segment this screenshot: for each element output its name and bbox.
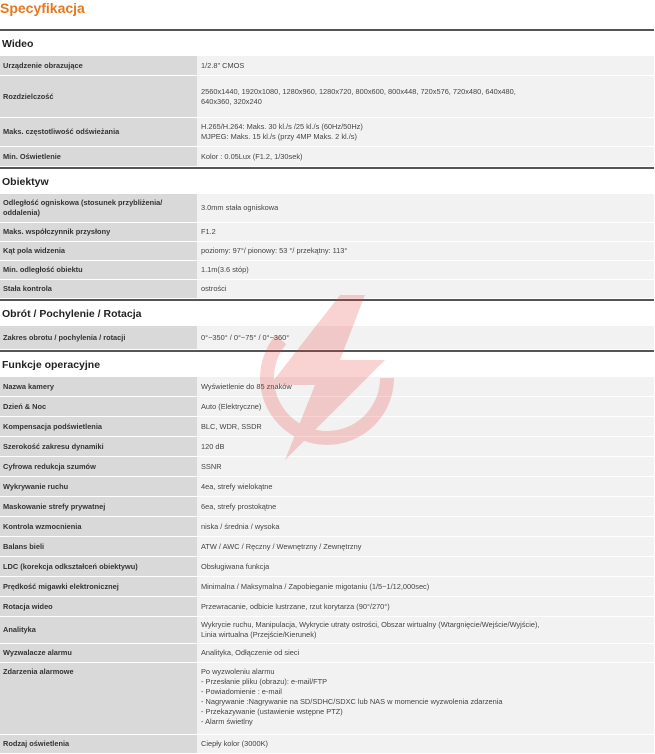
spec-row [0,417,654,437]
spec-label-line: Wykrywanie ruchu [3,481,69,491]
spec-label [0,280,197,298]
spec-value [197,56,654,75]
spec-label [0,223,197,241]
spec-value-line: - Nagrywanie :Nagrywanie na SD/SDHC/SDXC lub NAS w momencie wyzwolenia zdarzenia [201,697,503,706]
spec-value [197,326,654,349]
spec-value-line: 4ea, strefy wielokątne [201,481,273,491]
spec-value-line: - Przekazywanie (ustawienie wstępne PTZ) [201,707,343,716]
spec-label [0,477,197,496]
spec-label-line: Cyfrowa redukcja szumów [3,461,96,471]
spec-row [0,242,654,261]
spec-row [0,644,654,663]
spec-row [0,617,654,644]
spec-label [0,326,197,349]
spec-row [0,397,654,417]
spec-label [0,417,197,436]
spec-row [0,597,654,617]
spec-value [197,242,654,260]
spec-label-line: Odległość ogniskowa (stosunek przybliżenia/ [3,198,163,207]
section-header: Obrót / Pochylenie / Rotacja [0,299,654,326]
spec-value-line: Ciepły kolor (3000K) [201,739,268,748]
spec-value [197,261,654,279]
spec-value-line: 0°~350° / 0°~75° / 0°~360° [201,332,290,342]
spec-label-line: LDC (korekcja odkształceń obiektywu) [3,561,138,571]
spec-value-line: 1.1m(3.6 stóp) [201,265,249,274]
spec-label [0,537,197,556]
spec-value [197,457,654,476]
spec-label [0,517,197,536]
spec-row [0,517,654,537]
spec-value-line: Wyświetlenie do 85 znaków [201,381,292,391]
spec-value-line: 1/2.8" CMOS [201,60,245,70]
spec-row [0,76,654,118]
spec-value-line: BLC, WDR, SSDR [201,421,262,431]
spec-value-line: - Alarm świetlny [201,717,253,726]
spec-value [197,644,654,662]
spec-value [197,517,654,536]
spec-label-line: Balans bieli [3,541,45,551]
spec-value [197,557,654,576]
spec-label-line: Kontrola wzmocnienia [3,521,82,531]
spec-label-line: Szerokość zakresu dynamiki [3,441,104,451]
spec-value [197,417,654,436]
spec-value-line: Wykrycie ruchu, Manipulacja, Wykrycie utraty ostrości, Obszar wirtualny (Wtargnięcie/Wejście/Wyjście), [201,620,540,629]
spec-label-line: Rotacja wideo [3,601,53,611]
spec-value-line: niska / średnia / wysoka [201,521,280,531]
spec-value [197,477,654,496]
spec-label [0,261,197,279]
spec-label-line: Rozdzielczość [3,91,54,101]
spec-label-line: Urządzenie obrazujące [3,60,83,70]
spec-label-line: Maks. częstotliwość odświeżania [3,127,120,136]
spec-label [0,118,197,146]
spec-label-line: Prędkość migawki elektronicznej [3,581,119,591]
spec-row [0,557,654,577]
section-header: Wideo [0,29,654,56]
spec-label [0,437,197,456]
spec-label [0,194,197,222]
spec-label-line: Dzień & Noc [3,401,47,411]
spec-value [197,617,654,643]
spec-value-line: Po wyzwoleniu alarmu [201,667,275,676]
spec-value-line: SSNR [201,461,222,471]
spec-label [0,597,197,616]
spec-value-line: Linia wirtualna (Przejście/Kierunek) [201,630,317,639]
spec-value [197,735,654,753]
spec-value-line: 3.0mm stała ogniskowa [201,203,279,212]
spec-row [0,56,654,76]
spec-label [0,147,197,166]
spec-value-line: - Powiadomienie : e-mail [201,687,282,696]
spec-row [0,735,654,754]
spec-value [197,377,654,396]
spec-value [197,497,654,516]
spec-label-line: Wyzwalacze alarmu [3,648,72,657]
spec-value-line: Kolor : 0.05Lux (F1.2, 1/30sek) [201,151,303,161]
spec-value-line: Analityka, Odłączenie od sieci [201,648,300,657]
spec-label-line: Nazwa kamery [3,381,54,391]
spec-label-line: Kompensacja podświetlenia [3,421,102,431]
spec-value [197,223,654,241]
spec-value [197,437,654,456]
spec-label [0,644,197,662]
spec-row [0,326,654,350]
spec-label-line: Rodzaj oświetlenia [3,739,70,748]
spec-value-line: 640x360, 320x240 [201,96,262,106]
spec-label-line: Maskowanie strefy prywatnej [3,501,106,511]
spec-value [197,397,654,416]
spec-value [197,118,654,146]
spec-label [0,497,197,516]
spec-label-line: Min. Oświetlenie [3,151,61,161]
spec-label [0,76,197,117]
spec-value [197,537,654,556]
spec-value-line: 6ea, strefy prostokątne [201,501,277,511]
section-header: Funkcje operacyjne [0,350,654,377]
spec-value [197,76,654,117]
spec-label [0,557,197,576]
spec-row [0,477,654,497]
spec-value-line: MJPEG: Maks. 15 kl./s (przy 4MP Maks. 2 kl./s) [201,132,357,141]
spec-value-line: Przewracanie, odbicie lustrzane, rzut korytarza (90°/270°) [201,601,390,611]
spec-row [0,377,654,397]
spec-value-line: 120 dB [201,441,225,451]
spec-value-line: 2560x1440, 1920x1080, 1280x960, 1280x720, 800x600, 800x448, 720x576, 720x480, 640x480, [201,86,516,96]
spec-label [0,577,197,596]
spec-row [0,261,654,280]
spec-value [197,147,654,166]
spec-value [197,597,654,616]
spec-label-line: Analityka [3,625,36,634]
section-header: Obiektyw [0,167,654,194]
spec-label [0,56,197,75]
spec-row [0,497,654,517]
spec-value-line: F1.2 [201,227,216,236]
spec-row [0,280,654,299]
spec-label [0,735,197,753]
spec-row [0,577,654,597]
spec-label-line: Zakres obrotu / pochylenia / rotacji [3,332,126,342]
spec-row [0,663,654,735]
spec-value-line: Auto (Elektryczne) [201,401,262,411]
spec-value-line: ostrości [201,284,227,293]
spec-label-line: Kąt pola widzenia [3,246,66,255]
spec-label-line: Zdarzenia alarmowe [3,667,74,676]
spec-value-line: H.265/H.264: Maks. 30 kl./s /25 kl./s (60Hz/50Hz) [201,122,363,131]
spec-label-line: Maks. współczynnik przysłony [3,227,111,236]
spec-value [197,663,654,734]
spec-label [0,457,197,476]
spec-label-line: Stała kontrola [3,284,52,293]
spec-label [0,617,197,643]
spec-value-line: ATW / AWC / Ręczny / Wewnętrzny / Zewnętrzny [201,541,362,551]
spec-table [0,29,654,754]
spec-row [0,118,654,147]
spec-row [0,147,654,167]
spec-label [0,397,197,416]
spec-label [0,663,197,734]
spec-value-line: Minimalna / Maksymalna / Zapobieganie migotaniu (1/5~1/12,000sec) [201,581,430,591]
spec-value [197,194,654,222]
spec-row [0,194,654,223]
spec-value [197,577,654,596]
spec-row [0,223,654,242]
spec-row [0,537,654,557]
spec-value-line: - Przesłanie pliku (obrazu): e-mail/FTP [201,677,328,686]
spec-value [197,280,654,298]
spec-row [0,457,654,477]
spec-value-line: Obsługiwana funkcja [201,561,270,571]
page-title: Specyfikacja [0,0,85,16]
spec-value-line: poziomy: 97°/ pionowy: 53 °/ przekątny: 113° [201,246,348,255]
spec-label [0,242,197,260]
spec-label-line: oddalenia) [3,208,40,217]
spec-label-line: Min. odległość obiektu [3,265,83,274]
spec-row [0,437,654,457]
spec-label [0,377,197,396]
